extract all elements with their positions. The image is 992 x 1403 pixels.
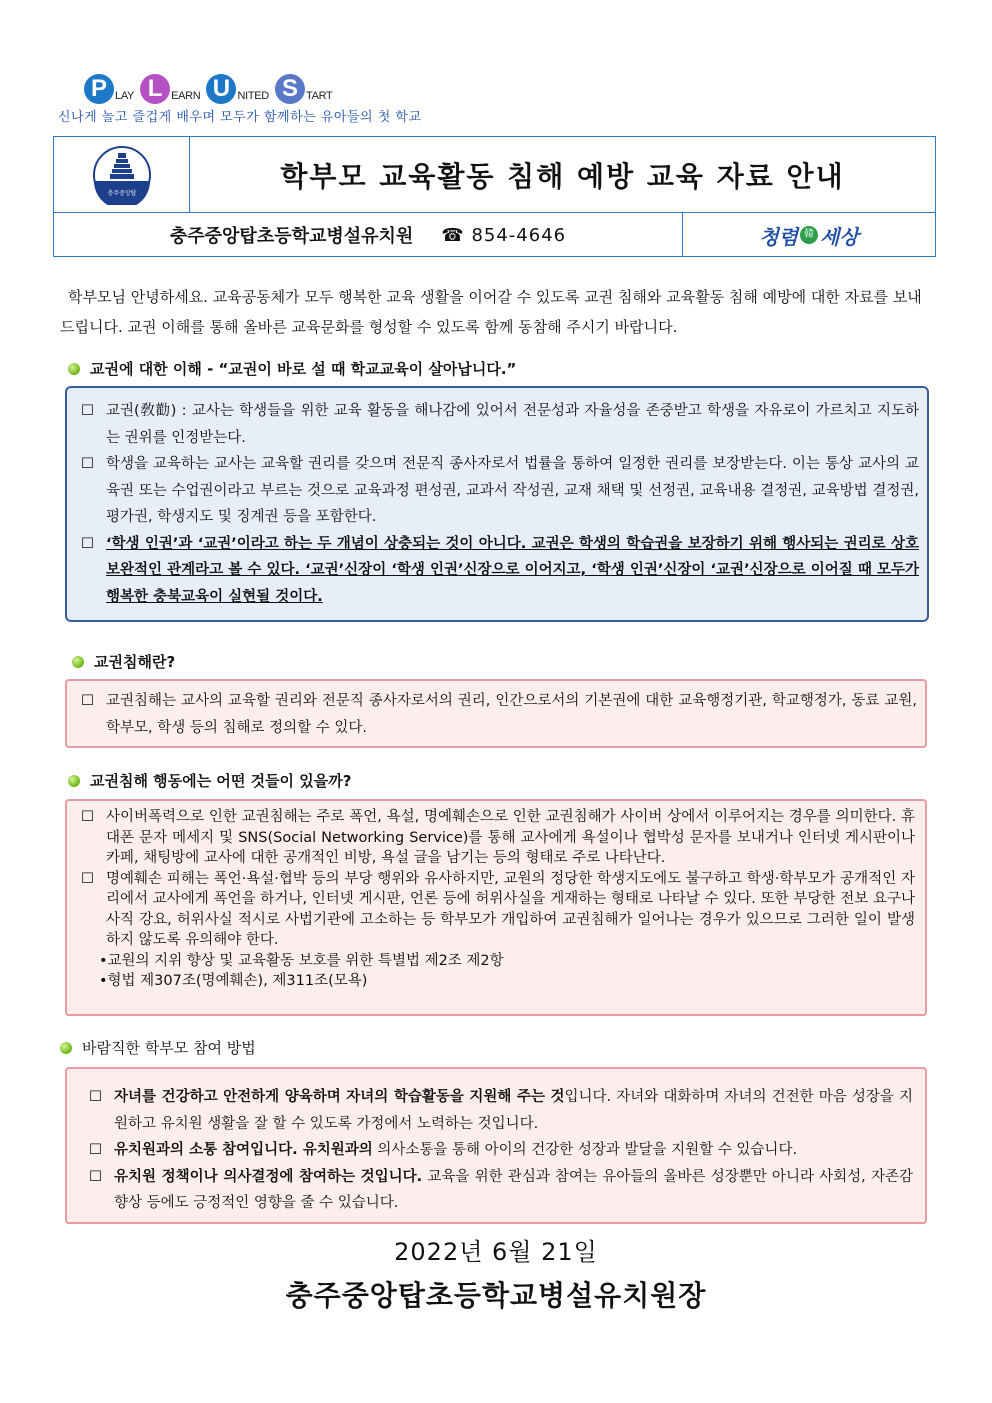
school-phone: ☎ 854-4646 — [441, 224, 567, 246]
s3-law-1: •교원의 지위 향상 및 교육활동 보호를 위한 특별법 제2조 제2항 — [99, 952, 504, 969]
header-table — [53, 136, 936, 257]
plus-u-word: NITED — [237, 90, 269, 102]
school-emblem-icon — [92, 145, 152, 205]
section4-box — [65, 1067, 927, 1224]
checkbox-icon: ☐ — [89, 1168, 102, 1185]
s4-item-3-bold: 유치원 정책이나 의사결정에 참여하는 것입니다. — [114, 1168, 423, 1185]
s2-item-1 — [81, 688, 917, 741]
checkbox-icon: ☐ — [81, 870, 94, 887]
checkbox-icon: ☐ — [89, 1142, 102, 1158]
school-name: 충주중앙탑초등학교병설유치원 — [169, 226, 414, 247]
plus-p-word: LAY — [115, 90, 135, 102]
section3-heading-text: 교권침해 행동에는 어떤 것들이 있을까? — [90, 772, 352, 790]
slogan-cell — [683, 213, 935, 257]
section1-heading — [68, 358, 516, 379]
s4-item-2 — [89, 1137, 913, 1164]
plus-p-circle: P — [84, 74, 114, 104]
plus-l-word: EARN — [171, 90, 201, 102]
section1-box — [65, 386, 929, 622]
checkbox-icon: ☐ — [81, 809, 94, 825]
section1-heading-text: 교권에 대한 이해 - “교권이 바로 설 때 학교교육이 살아납니다.” — [90, 360, 517, 378]
slogan-mid: 韓 — [800, 226, 818, 244]
checkbox-icon: ☐ — [89, 1089, 102, 1105]
plus-p — [84, 74, 134, 104]
s3-law-2: •형법 제307조(명예훼손), 제311조(모욕) — [99, 973, 368, 989]
s1-item-2-text: 학생을 교육하는 교사는 교육할 권리를 갖으며 전문직 종사자로서 법률을 통하여 일정한 권리를 보장받는다. 이는 통상 교사의 교육권 또는 수업권이라고 부르는 것으로 교육과정 편성권, 교과서 작성권, 교재 채택 및 선정권, 교육내용 결정권, 교육방법 결정권, 평가권, 학생지도 및 징계권 등을 포함한다. — [106, 456, 919, 525]
s1-item-3 — [81, 531, 919, 611]
section3-box — [65, 799, 927, 1016]
section2-heading — [72, 651, 175, 672]
green-bullet-icon — [68, 775, 80, 787]
plus-l — [140, 74, 200, 104]
s2-item-1-text: 교권침해는 교사의 교육할 권리와 전문직 종사자로서의 권리, 인간으로서의 기본권에 대한 교육행정기관, 학교행정가, 동료 교원, 학부모, 학생 등의 침해로 정의할 수 있다. — [106, 693, 917, 736]
header-row-title — [54, 137, 935, 213]
plus-s-word: TART — [305, 90, 333, 102]
s1-item-1 — [81, 398, 919, 451]
motto: 신나게 놀고 즐겁게 배우며 모두가 함께하는 유아들의 첫 학교 — [58, 110, 422, 125]
s4-item-2-bold: 유치원과의 소통 참여입니다. 유치원과의 — [114, 1142, 373, 1158]
header-row-school — [54, 213, 935, 257]
s3-item-1 — [81, 807, 915, 869]
section4-heading-text: 바람직한 학부모 참여 방법 — [82, 1039, 256, 1057]
s3-item-1-text: 사이버폭력으로 인한 교권침해는 주로 폭언, 욕설, 명예훼손으로 인한 교권침해가 사이버 상에서 이루어지는 경우를 의미한다. 휴대폰 문자 메세지 및 SNS(Social Networking Service)를 통해 교사에게 욕설이나 협박성 문자를 보내거나 인터넷 게시판이나 카페, 채팅방에 교사에 대한 공개적인 비방, 욕설 글을 남기는 등의 형태로 주로 나타난다. — [106, 809, 915, 866]
checkbox-icon: ☐ — [81, 456, 94, 472]
s1-item-2 — [81, 451, 919, 531]
checkbox-icon: ☐ — [81, 535, 94, 552]
s4-item-1-rest: 입니다. 자녀와 대화하며 자녀의 건전한 마음 성장을 지원하고 유치원 생활을 잘 할 수 있도록 가정에서 노력하는 것입니다. — [114, 1089, 913, 1132]
s4-item-3 — [89, 1164, 913, 1217]
s3-item-2 — [81, 869, 915, 951]
section2-heading-text: 교권침해란? — [94, 653, 176, 671]
plus-u-circle: U — [206, 74, 236, 104]
plus-s-circle: S — [275, 74, 305, 104]
checkbox-icon: ☐ — [81, 403, 94, 419]
school-emblem-cell — [54, 137, 190, 212]
section2-box — [65, 679, 927, 748]
document-date: 2022년 6월 21일 — [394, 1238, 598, 1266]
s1-item-3-text: ‘학생 인권’과 ‘교권’이라고 하는 두 개념이 상충되는 것이 아니다. 교권은 학생의 학습권을 보장하기 위해 행사되는 권리로 상호보완적인 관계라고 볼 수 있다. ‘교권’신장이 ‘학생 인권’신장으로 이어지고, ‘학생 인권’신장이 ‘교권’신장으로 이어질 때 모두가 행복한 충북교육이 실현될 것이다. — [106, 535, 919, 605]
s4-item-1 — [89, 1084, 913, 1137]
plus-l-circle: L — [140, 74, 170, 104]
s3-item-2-text: 명예훼손 피해는 폭언·욕설·협박 등의 부당 행위와 유사하지만, 교원의 정당한 학생지도에도 불구하고 학생·학부모가 공개적인 자리에서 교사에게 폭언을 하거나, 인터넷 게시판, 언론 등에 허위사실을 게재하는 형태로 나타날 수 있다. 또한 부당한 전보 요구나 사직 강요, 허위사실 적시로 사법기관에 고소하는 등 학부모가 개입하여 교권침해가 일어나는 경우가 있으므로 그러한 일이 발생하지 않도록 유의해야 한다. — [106, 870, 915, 948]
s4-item-2-rest: 의사소통을 통해 아이의 건강한 성장과 발달을 지원할 수 있습니다. — [372, 1142, 798, 1158]
s4-item-1-bold: 자녀를 건강하고 안전하게 양육하며 자녀의 학습활동을 지원해 주는 것 — [114, 1089, 565, 1105]
checkbox-icon: ☐ — [81, 693, 94, 709]
green-bullet-icon — [60, 1042, 72, 1054]
page-title: 학부모 교육활동 침해 예방 교육 자료 안내 — [280, 159, 845, 193]
intro-paragraph: 학부모님 안녕하세요. 교육공동체가 모두 행복한 교육 생활을 이어갈 수 있도록 교권 침해와 교육활동 침해 예방에 대한 자료를 보내드립니다. 교권 이해를 통해 올바른 교육문화를 형성할 수 있도록 함께 동참해 주시기 바랍니다. — [60, 288, 922, 336]
plus-s — [275, 74, 333, 104]
plus-u — [206, 74, 269, 104]
school-info — [54, 213, 683, 257]
signature: 충주중앙탑초등학교병설유치원장 — [285, 1279, 707, 1312]
emblem-text: 충주중앙탑 — [107, 189, 136, 197]
section3-heading — [68, 770, 351, 791]
plus-logo — [84, 70, 338, 104]
s1-item-1-text: 교권(敎勸) : 교사는 학생들을 위한 교육 활동을 해나감에 있어서 전문성과 자율성을 존중받고 학생을 자유로이 가르치고 지도하는 권위를 인정받는다. — [106, 403, 919, 446]
green-bullet-icon — [72, 656, 84, 668]
green-bullet-icon — [68, 363, 80, 375]
slogan-right: 세상 — [820, 224, 859, 249]
slogan-left: 청렴 — [759, 224, 798, 249]
s4-item-3-rest: 교육을 위한 관심과 참여는 유아들의 올바른 성장뿐만 아니라 사회성, 자존감 향상 등에도 긍정적인 영향을 줄 수 있습니다. — [114, 1168, 913, 1211]
section4-heading — [60, 1037, 256, 1058]
